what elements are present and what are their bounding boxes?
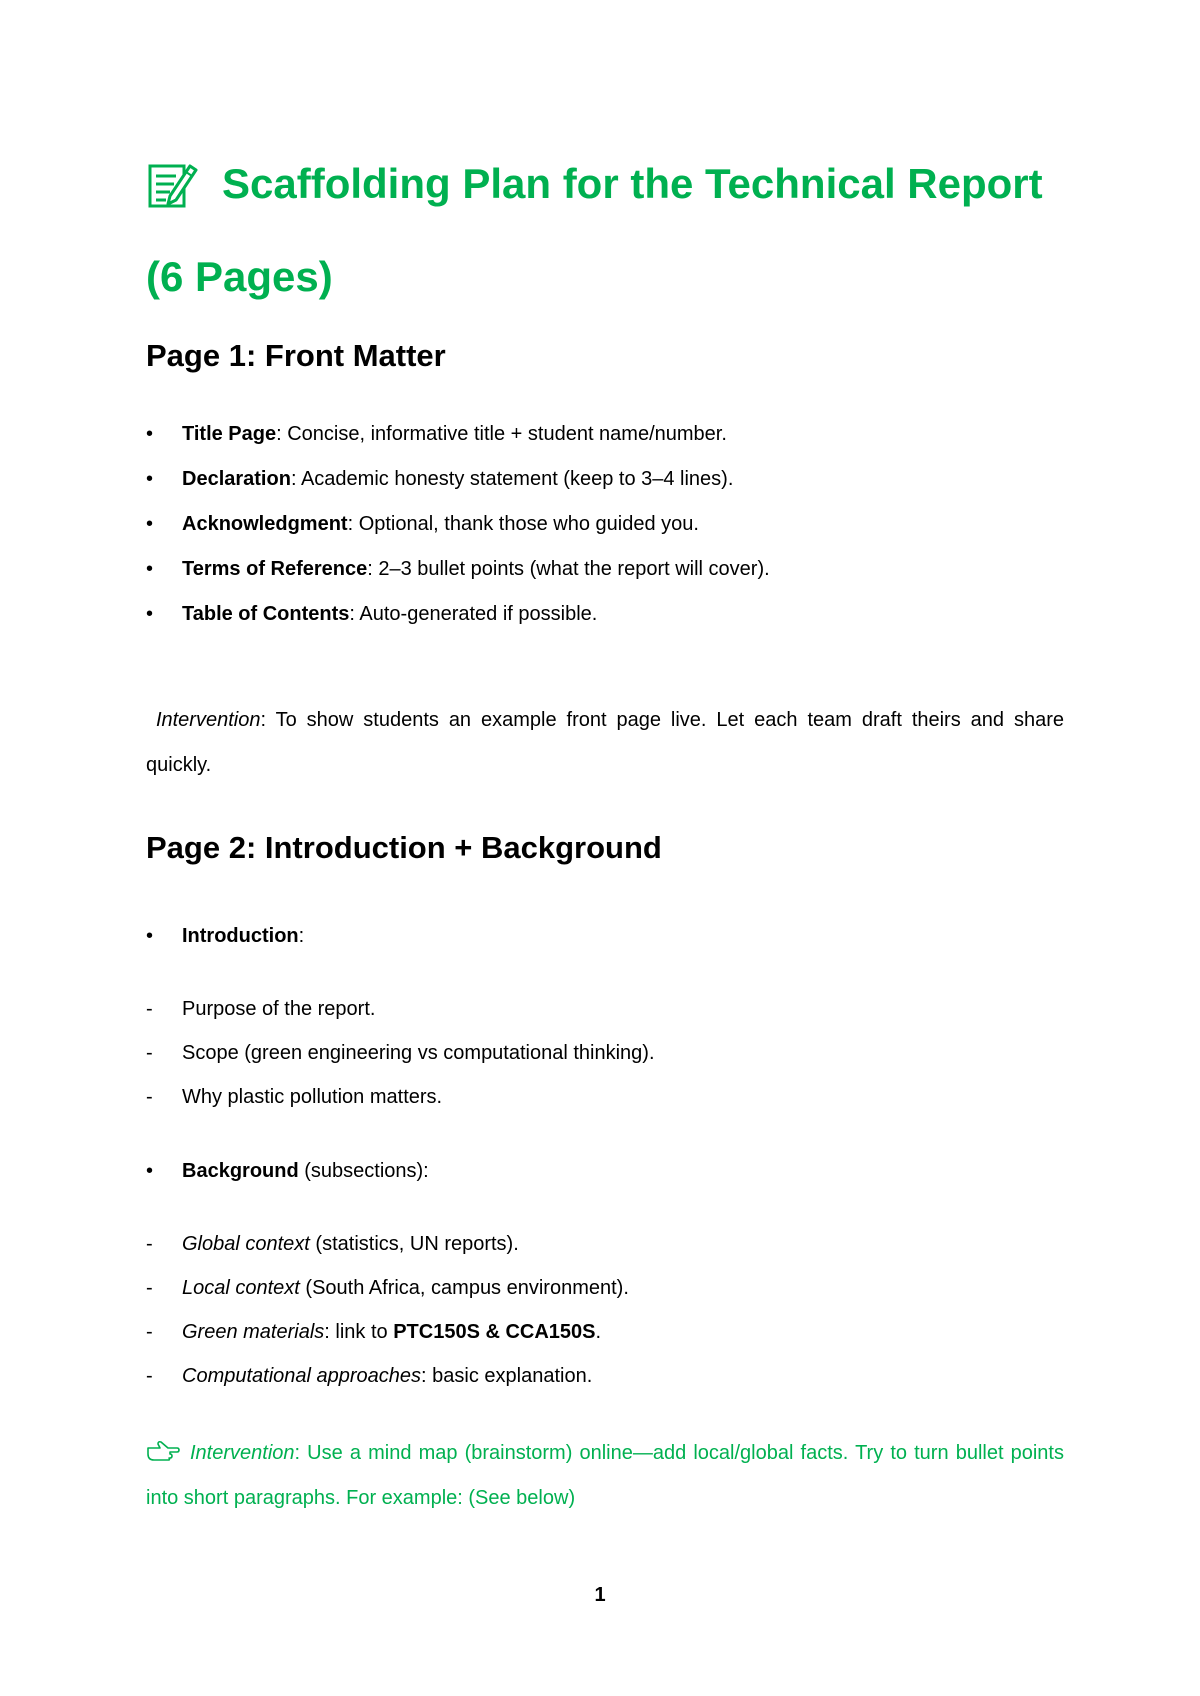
list-item: • Title Page: Concise, informative title + student name/number. bbox=[146, 422, 1076, 467]
list-item: - Global context (statistics, UN reports). bbox=[146, 1232, 1076, 1276]
background-bullet bbox=[146, 1159, 1076, 1204]
list-item: • Introduction: bbox=[146, 924, 1076, 969]
list-item: • Declaration: Academic honesty statement (keep to 3–4 lines). bbox=[146, 467, 1076, 512]
background-points bbox=[146, 1232, 1076, 1408]
front-matter-list bbox=[146, 422, 1076, 647]
document-title bbox=[146, 158, 1076, 210]
list-item: - Green materials: link to PTC150S & CCA150S. bbox=[146, 1320, 1076, 1364]
title-line-1: Scaffolding Plan for the Technical Report bbox=[222, 160, 1043, 207]
pointing-hand-icon bbox=[146, 1440, 180, 1462]
list-item: - Computational approaches: basic explanation. bbox=[146, 1364, 1076, 1408]
page-number: 1 bbox=[594, 1584, 606, 1606]
list-item: • Acknowledgment: Optional, thank those who guided you. bbox=[146, 512, 1076, 557]
list-item: • Table of Contents: Auto-generated if possible. bbox=[146, 602, 1076, 647]
section-heading-page-2: Page 2: Introduction + Background bbox=[146, 830, 662, 865]
memo-icon bbox=[146, 158, 198, 210]
introduction-bullet bbox=[146, 924, 1076, 969]
title-line-2: (6 Pages) bbox=[146, 253, 333, 300]
intervention-paragraph-2: Intervention: Use a mind map (brainstorm) online—add local/global facts. Try to turn bullet points into short paragraphs. For example: (See below) bbox=[146, 1442, 1064, 1509]
introduction-points bbox=[146, 997, 1076, 1129]
list-item: - Purpose of the report. bbox=[146, 997, 1076, 1041]
intervention-paragraph-1: Intervention: To show students an example front page live. Let each team draft theirs and share quickly. bbox=[146, 709, 1064, 776]
list-item: - Scope (green engineering vs computational thinking). bbox=[146, 1041, 1076, 1085]
list-item: • Terms of Reference: 2–3 bullet points (what the report will cover). bbox=[146, 557, 1076, 602]
list-item: - Local context (South Africa, campus environment). bbox=[146, 1276, 1076, 1320]
list-item: • Background (subsections): bbox=[146, 1159, 1076, 1204]
section-heading-page-1: Page 1: Front Matter bbox=[146, 338, 446, 373]
list-item: - Why plastic pollution matters. bbox=[146, 1085, 1076, 1129]
